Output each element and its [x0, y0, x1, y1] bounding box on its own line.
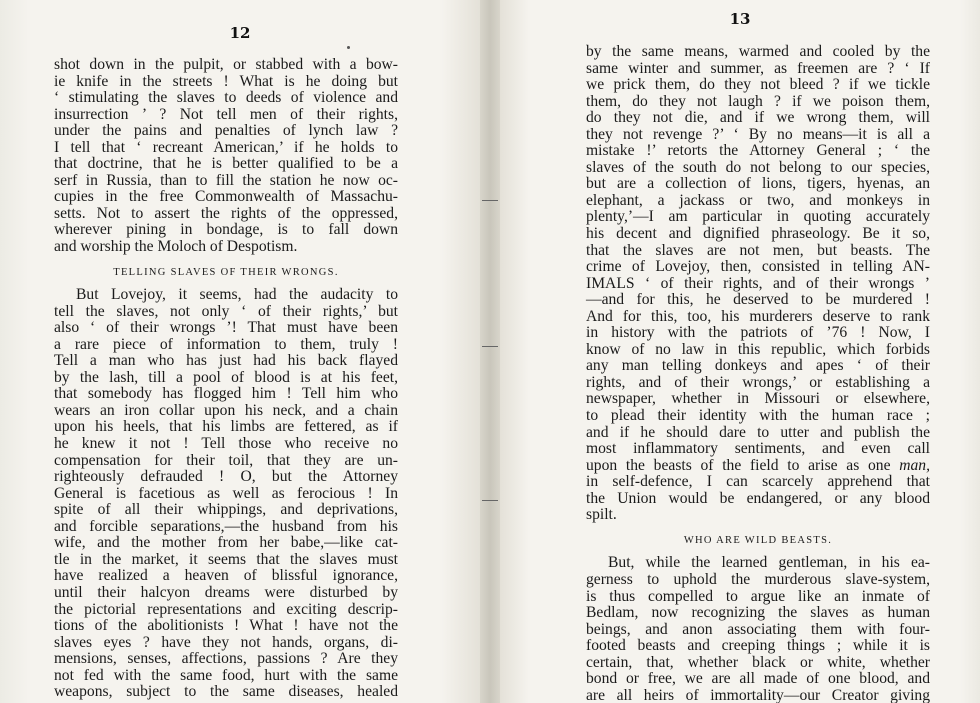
- text-line: certain, that, whether black or white, whether: [586, 653, 930, 671]
- text-line: cupies in the free Commonwealth of Massachu-: [54, 188, 398, 206]
- text-line: and worship the Moloch of Despotism.: [54, 238, 298, 256]
- text-line: do they not die, and if we wrong them, will: [586, 109, 930, 127]
- text-line: until their halcyon dreams were disturbed by: [54, 583, 398, 601]
- left-page-text: [54, 57, 398, 701]
- text-line: setts. Not to assert the rights of the oppressed,: [54, 204, 398, 222]
- text-line: ‘ stimulating the slaves to deeds of violence and: [54, 89, 398, 107]
- text-line: I tell that ‘ recreant American,’ if he holds to: [54, 138, 398, 156]
- text-line: in history with the patriots of ’76 ! Now, I: [586, 324, 930, 342]
- gutter-mark: [482, 346, 498, 347]
- text-line: plenty,’—I am particular in quoting accurately: [586, 208, 930, 226]
- text-line: shot down in the pulpit, or stabbed with a bow-: [54, 56, 398, 73]
- text-line: rights, and of their wrongs,’ or establishing a: [586, 373, 930, 391]
- text-line: that somebody has flogged him ! Tell him who: [54, 385, 398, 403]
- text-line: And for this, too, his murderers deserve to rank: [586, 307, 930, 325]
- text-line: and forcible separations,—the husband from his: [54, 517, 398, 535]
- text-line: to plead their identity with the human race ;: [586, 407, 930, 425]
- text-line: same winter and summer, as freemen are ? ‘ If: [586, 59, 930, 77]
- text-line: are all heirs of immortality—our Creator giving: [586, 686, 930, 703]
- text-line: compensation for their toil, that they are un-: [54, 451, 398, 469]
- text-line: righteously defrauded ! O, but the Attorney: [54, 468, 398, 486]
- text-line: his decent and dignified phraseology. Be it so,: [586, 225, 930, 243]
- text-line: upon his heels, that his limbs are fettered, as if: [54, 418, 398, 436]
- section-heading-telling-slaves: TELLING SLAVES OF THEIR WRONGS.: [113, 266, 339, 278]
- text-line: also ‘ of their wrongs ’! That must have been: [54, 319, 398, 337]
- text-line: by the lash, till a pool of blood is at his feet,: [54, 368, 398, 386]
- text-line: insurrection ’ ? Not tell men of their rights,: [54, 105, 398, 123]
- text-line: that the slaves are not men, but beasts. The: [586, 241, 930, 259]
- text-line: wife, and the mother from her babe,—like cat-: [54, 534, 398, 552]
- text-line: and if he should dare to utter and publish the: [586, 423, 930, 441]
- text-line: the Union would be endangered, or any blood: [586, 489, 930, 507]
- text-line: a rare piece of information to them, truly !: [54, 335, 398, 353]
- text-line: footed beasts and creeping things ; while it is: [586, 637, 930, 655]
- text-line: is thus compelled to argue like an inmate of: [586, 587, 930, 605]
- text-line: mistake !’ retorts the Attorney General ; ‘ the: [586, 142, 930, 160]
- right-page-text: [586, 44, 930, 703]
- text-line: spite of all their whippings, and deprivations,: [54, 501, 398, 519]
- text-line: gerness to uphold the murderous slave-system,: [586, 570, 930, 588]
- text-line: by the same means, warmed and cooled by the: [586, 43, 930, 60]
- text-line: they not revenge ?’ ‘ By no means—it is all a: [586, 125, 930, 143]
- text-line: —and for this, he deserved to be murdered !: [586, 291, 930, 309]
- text-line: in self-defence, I can scarcely apprehend that: [586, 473, 930, 491]
- left-paragraph-1: [54, 57, 398, 256]
- right-page: [500, 0, 980, 703]
- text-line: IMALS ‘ of their rights, and of their wrongs ’: [586, 274, 930, 292]
- text-line: any man telling donkeys and apes ‘ of their: [586, 357, 930, 375]
- book-gutter: [480, 0, 500, 703]
- text-line: most inflammatory sentiments, and even call: [586, 440, 930, 458]
- page-number-right: 13: [729, 10, 751, 28]
- text-line: upon the beasts of the field to arise as one man,: [586, 456, 930, 474]
- text-line: spilt.: [586, 506, 617, 524]
- text-line: weapons, subject to the same diseases, healed: [54, 683, 398, 701]
- ink-speck: [347, 46, 350, 49]
- text-line: Tell a man who has just had his back flayed: [54, 352, 398, 370]
- text-line: but are a collection of lions, tigers, hyenas, an: [586, 175, 930, 193]
- text-line: have realized a heaven of blissful ignorance,: [54, 567, 398, 585]
- text-line: slaves eyes ? have they not hands, organs, di-: [54, 633, 398, 651]
- text-line: he knew it not ! Tell those who receive no: [54, 435, 398, 453]
- gutter-mark: [482, 200, 498, 201]
- text-line: tell the slaves, not only ‘ of their rights,’ but: [54, 302, 398, 320]
- text-line: them, do they not laugh ? if we poison them,: [586, 92, 930, 110]
- right-paragraph-2: [586, 555, 930, 703]
- text-line: mensions, senses, affections, passions ? Are they: [54, 650, 398, 668]
- text-line: that doctrine, that he is better qualified to be a: [54, 155, 398, 173]
- text-line: Bedlam, now recognizing the slaves as human: [586, 604, 930, 622]
- page-number-left: 12: [229, 24, 251, 42]
- text-line: slaves of the south do not belong to our species,: [586, 158, 930, 176]
- text-line: wherever pining in bondage, is to fall down: [54, 221, 398, 239]
- text-line: under the pains and penalties of lynch law ?: [54, 122, 398, 140]
- text-line: But Lovejoy, it seems, had the audacity to: [76, 286, 398, 304]
- section-heading-wild-beasts: WHO ARE WILD BEASTS.: [683, 534, 833, 546]
- text-line: newspaper, whether in Missouri or elsewhere,: [586, 390, 930, 408]
- text-line: the pictorial representations and exciting descrip-: [54, 600, 398, 618]
- text-line: know of no law in this republic, which forbids: [586, 340, 930, 358]
- text-line: ie knife in the streets ! What is he doing but: [54, 72, 398, 90]
- text-line: serf in Russia, than to fill the station he now oc-: [54, 171, 398, 189]
- text-line: wears an iron collar upon his neck, and a chain: [54, 401, 398, 419]
- text-line: But, while the learned gentleman, in his ea-: [608, 554, 930, 572]
- text-line: crime of Lovejoy, then, consisted in telling AN-: [586, 258, 930, 276]
- text-line: tle in the market, it seems that the slaves must: [54, 550, 398, 568]
- text-line: we prick them, do they not bleed ? if we tickle: [586, 76, 930, 94]
- text-line: General is facetious as well as ferocious ! In: [54, 484, 398, 502]
- left-paragraph-2: [54, 287, 398, 701]
- italic-word: man,: [899, 456, 930, 474]
- text-line: elephant, a jackass or two, and monkeys in: [586, 191, 930, 209]
- gutter-mark: [482, 500, 498, 501]
- text-line: tions of the abolitionists ! What ! have not the: [54, 617, 398, 635]
- text-line: bond or free, we are all made of one blood, and: [586, 670, 930, 688]
- text-line: beings, and anon associating them with four-: [586, 620, 930, 638]
- left-page: [0, 0, 480, 703]
- right-paragraph-1: [586, 44, 930, 524]
- text-line: not fed with the same food, hurt with the same: [54, 666, 398, 684]
